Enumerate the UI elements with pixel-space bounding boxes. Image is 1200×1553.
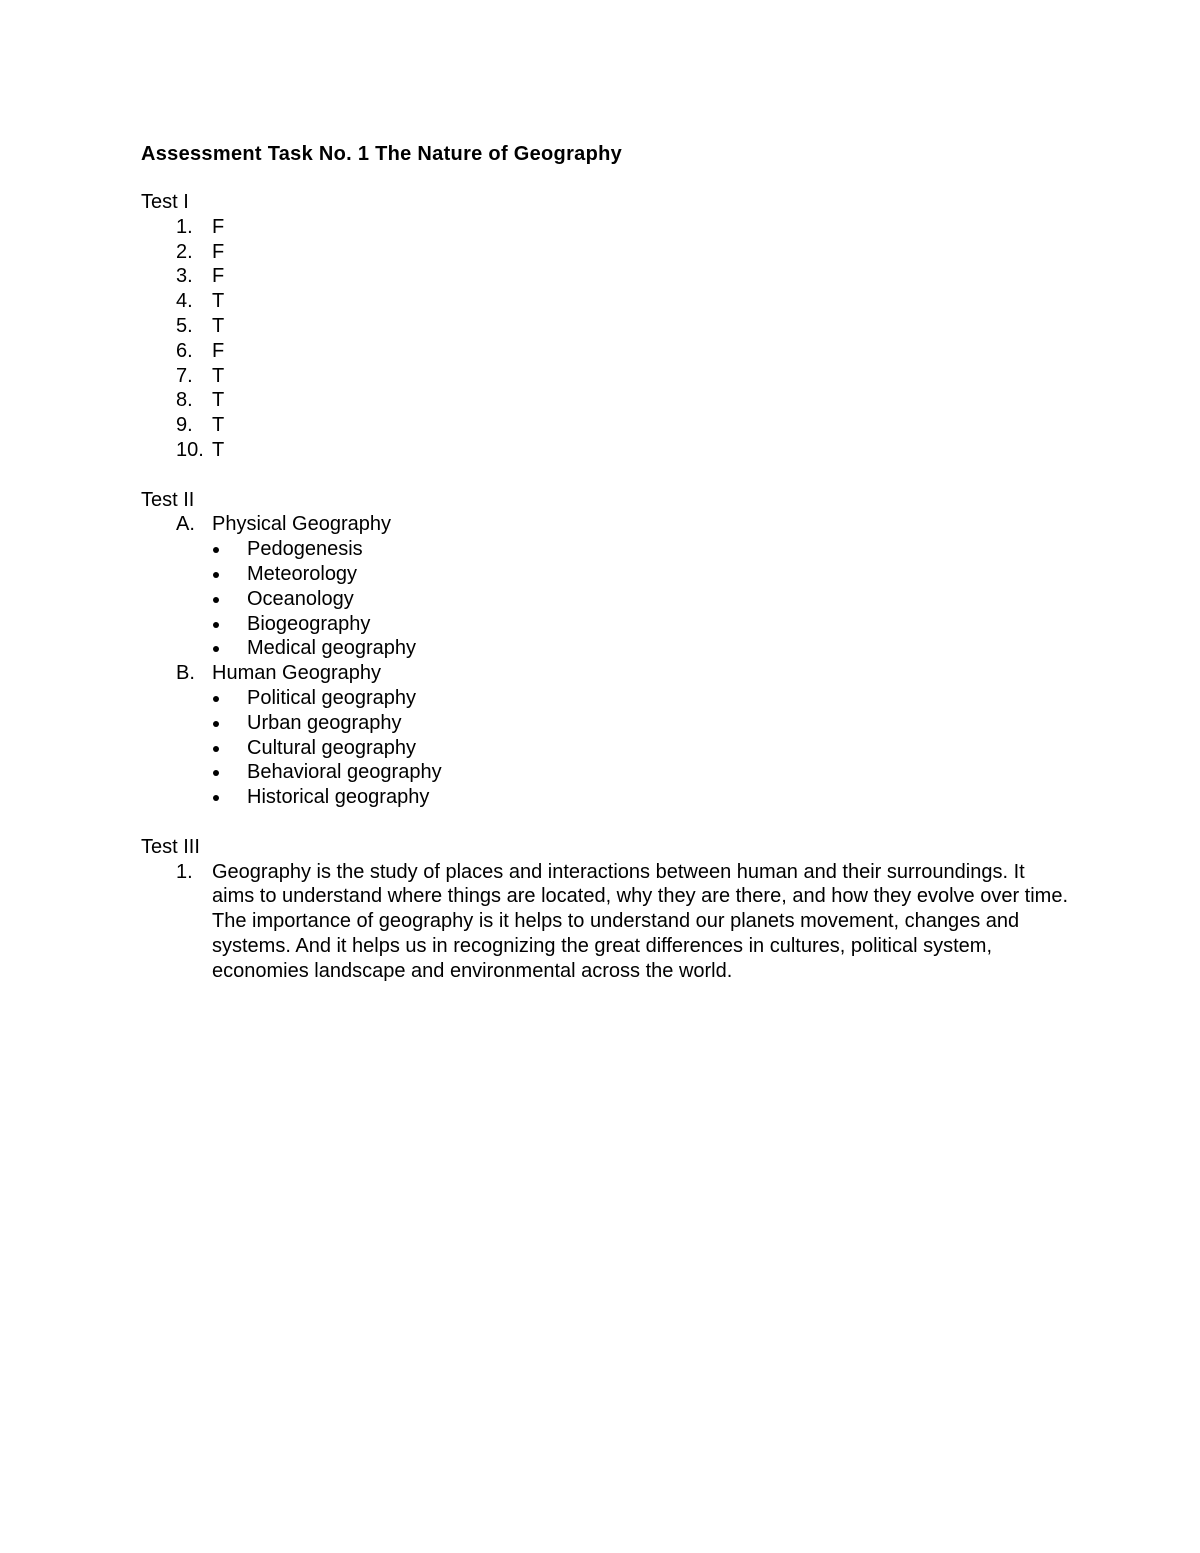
item-number: 2. (176, 240, 193, 263)
answer-item (141, 438, 1071, 463)
answer-item (141, 314, 1071, 339)
item-answer: T (212, 438, 225, 461)
item-number: 9. (176, 414, 193, 437)
list-item (141, 537, 1071, 562)
group-physical-geography (141, 512, 1071, 537)
item-answer: F (212, 215, 225, 238)
item-answer: T (212, 290, 225, 313)
item-answer: T (212, 314, 225, 337)
list-item-label: Medical geography (247, 637, 416, 660)
list-item (141, 612, 1071, 637)
list-item-label: Oceanology (247, 587, 354, 610)
item-number: 6. (176, 339, 193, 362)
list-item-label: Urban geography (247, 711, 402, 734)
item-number: 1. (176, 215, 193, 238)
item-answer: T (212, 414, 225, 437)
essay-answer (141, 860, 1072, 984)
list-item (141, 636, 1071, 661)
essay-answer-text: Geography is the study of places and interactions between human and their surroundings. It aims to understand where things are located, why they are there, and how they evolve over time. The importance of geography is it helps to understand our planets movement, changes and systems. And it helps us in recognizing the great differences in cultures, political system, economies landscape and environmental across the world. (212, 860, 1069, 982)
bullet-icon (213, 597, 219, 603)
test-1-heading: Test I (141, 191, 189, 213)
item-number: 1. (176, 860, 193, 883)
bullet-icon (213, 795, 219, 801)
bullet-icon (213, 746, 219, 752)
item-number: 8. (176, 389, 193, 412)
bullet-icon (213, 721, 219, 727)
answer-item (141, 413, 1071, 438)
answer-item (141, 240, 1071, 265)
answer-item (141, 388, 1071, 413)
answer-item (141, 364, 1071, 389)
list-item-label: Biogeography (247, 612, 371, 635)
bullet-icon (213, 770, 219, 776)
list-item (141, 562, 1071, 587)
list-item-label: Behavioral geography (247, 761, 442, 784)
item-answer: T (212, 389, 225, 412)
item-number: 7. (176, 364, 193, 387)
list-item-label: Political geography (247, 686, 416, 709)
bullet-icon (213, 696, 219, 702)
item-number: 5. (176, 314, 193, 337)
test-3-heading: Test III (141, 835, 200, 858)
list-item-label: Historical geography (247, 786, 430, 809)
list-item (141, 711, 1071, 736)
group-letter: A. (176, 513, 195, 536)
bullet-icon (213, 547, 219, 553)
list-item (141, 736, 1071, 761)
test-1-answer-list (141, 215, 1071, 463)
group-label: Physical Geography (212, 513, 391, 536)
test-2-group-list (141, 512, 1071, 810)
group-human-geography (141, 661, 1071, 686)
document-title: Assessment Task No. 1 The Nature of Geography (141, 143, 623, 165)
bullet-icon (213, 572, 219, 578)
bullet-icon (213, 622, 219, 628)
item-answer: F (212, 265, 225, 288)
list-item-label: Cultural geography (247, 736, 416, 759)
test-3-answer-list (141, 860, 1071, 984)
answer-item (141, 215, 1071, 240)
item-answer: F (212, 240, 225, 263)
item-number: 10. (176, 438, 204, 461)
list-item (141, 760, 1071, 785)
item-number: 4. (176, 290, 193, 313)
list-item (141, 587, 1071, 612)
list-item (141, 785, 1071, 810)
item-answer: T (212, 364, 225, 387)
answer-item (141, 289, 1071, 314)
document-content (141, 140, 1071, 984)
list-item-label: Pedogenesis (247, 538, 363, 561)
answer-item (141, 264, 1071, 289)
section-spacer (141, 463, 1071, 488)
group-label: Human Geography (212, 662, 381, 685)
section-spacer (141, 810, 1071, 835)
list-item (141, 686, 1071, 711)
bullet-icon (213, 646, 219, 652)
list-item-label: Meteorology (247, 562, 358, 585)
item-answer: F (212, 339, 225, 362)
answer-item (141, 339, 1071, 364)
item-number: 3. (176, 265, 193, 288)
group-letter: B. (176, 662, 195, 685)
test-2-heading: Test II (141, 488, 195, 511)
